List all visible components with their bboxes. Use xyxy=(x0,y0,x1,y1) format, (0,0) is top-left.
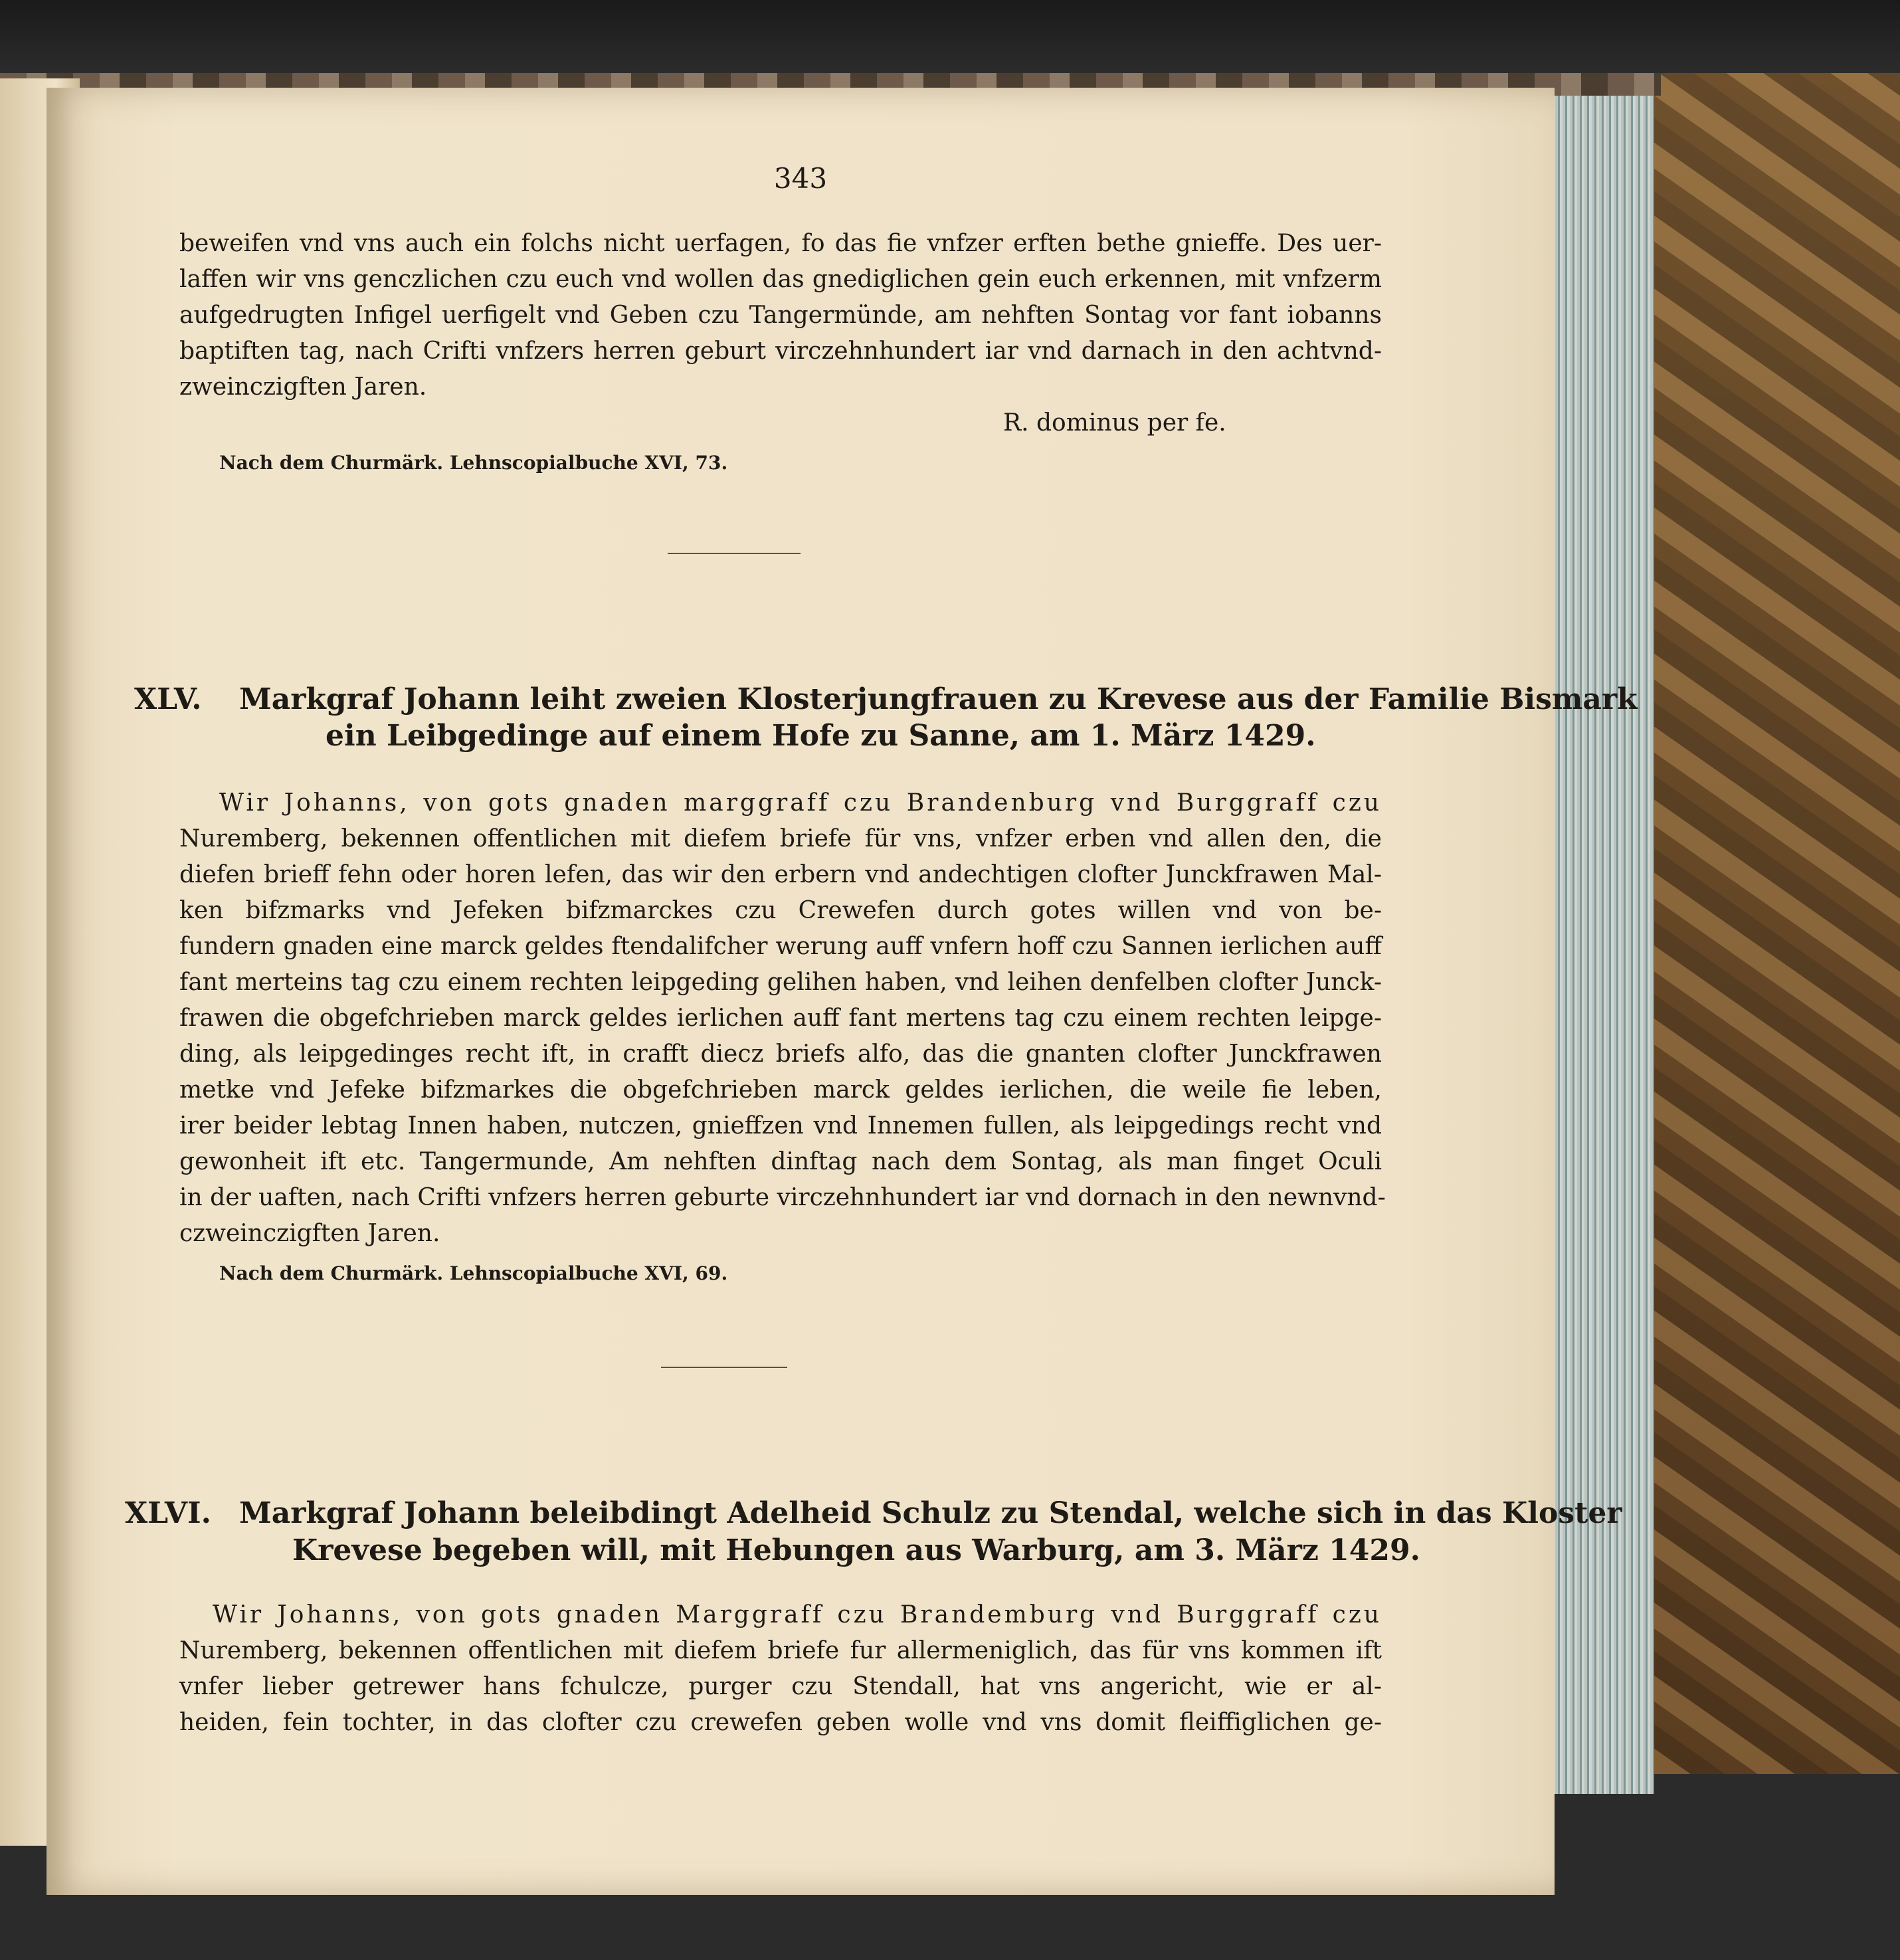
signature: R. dominus per fe. xyxy=(1003,409,1226,437)
text-line: Wir Johanns, von gots gnaden Marggraff czu Brandemburg vnd Burggraff czu xyxy=(213,1601,1382,1628)
text-line: czweinczigften Jaren. xyxy=(179,1220,440,1247)
text-line: laffen wir vns genczlichen czu euch vnd wollen das gnediglichen gein euch erkennen, mit vnfzerm xyxy=(179,266,1382,293)
text-line: aufgedrugten Infigel uerfigelt vnd Geben czu Tangermünde, am nehften Sontag vor fant iobanns xyxy=(179,302,1382,329)
text-line: Nuremberg, bekennen offentlichen mit diefem briefe fur allermeniglich, das für vns kommen ift xyxy=(179,1637,1382,1664)
section-number: XLV. xyxy=(134,682,202,716)
page-edges xyxy=(1548,80,1654,1794)
text-line: in der uaften, nach Crifti vnfzers herren geburte virczehnhundert iar vnd dornach in den newnvnd- xyxy=(179,1184,1386,1211)
text-line: ding, als leipgedinges recht ift, in crafft diecz briefs alfo, das die gnanten clofter Junckfrawen xyxy=(179,1040,1382,1068)
text-line: ken bifzmarks vnd Jefeken bifzmarckes czu Crewefen durch gotes willen vnd von be- xyxy=(179,897,1382,924)
text-line: fant merteins tag czu einem rechten leipgeding gelihen haben, vnd leihen denfelben clofter Junck- xyxy=(179,969,1382,996)
text-line: diefen brieff fehn oder horen lefen, das wir den erbern vnd andechtigen clofter Junckfrawen Mal- xyxy=(179,861,1382,888)
text-line: heiden, fein tochter, in das clofter czu crewefen geben wolle vnd vns domit fleiffiglichen ge- xyxy=(179,1709,1382,1736)
text-line: fundern gnaden eine marck geldes ftendalifcher werung auff vnfern hoff czu Sannen ierlichen auff xyxy=(179,933,1382,960)
text-line: metke vnd Jefeke bifzmarkes die obgefchrieben marck geldes ierlichen, die weile fie leben, xyxy=(179,1076,1382,1104)
text-line: Wir Johanns, von gots gnaden marggraff czu Brandenburg vnd Burggraff czu xyxy=(219,789,1382,817)
text-line: vnfer lieber getrewer hans fchulcze, purger czu Stendall, hat vns angericht, wie er al- xyxy=(179,1673,1382,1700)
source-note: Nach dem Churmärk. Lehnscopialbuche XVI, 73. xyxy=(219,452,728,474)
page-number: 343 xyxy=(773,162,828,195)
text-line: baptiften tag, nach Crifti vnfzers herren geburt virczehnhundert iar vnd darnach in den achtvnd- xyxy=(179,338,1382,365)
text-line: frawen die obgefchrieben marck geldes ierlichen auff fant mertens tag czu einem rechten leipge- xyxy=(179,1005,1382,1032)
divider-rule xyxy=(668,553,801,554)
section-title: Markgraf Johann leiht zweien Klosterjungfrauen zu Krevese aus der Familie Bismark xyxy=(239,682,1638,716)
marbled-cover xyxy=(1621,73,1900,1774)
text-line: beweifen vnd vns auch ein folchs nicht uerfagen, fo das fie vnfzer erften bethe gnieffe. Des uer- xyxy=(179,230,1382,257)
source-note: Nach dem Churmärk. Lehnscopialbuche XVI, 69. xyxy=(219,1262,728,1284)
section-title: Markgraf Johann beleibdingt Adelheid Schulz zu Stendal, welche sich in das Kloster xyxy=(239,1496,1622,1530)
section-title: ein Leibgedinge auf einem Hofe zu Sanne, am 1. März 1429. xyxy=(326,719,1316,753)
book-page xyxy=(47,88,1638,1895)
text-line: Nuremberg, bekennen offentlichen mit diefem briefe für vns, vnfzer erben vnd allen den, die xyxy=(179,825,1382,852)
section-title: Krevese begeben will, mit Hebungen aus Warburg, am 3. März 1429. xyxy=(292,1533,1420,1567)
divider-rule xyxy=(661,1367,787,1368)
text-line: irer beider lebtag Innen haben, nutczen, gnieffzen vnd Innemen fullen, als leipgedings recht vnd xyxy=(179,1112,1382,1139)
text-line: zweinczigften Jaren. xyxy=(179,373,427,401)
section-number: XLVI. xyxy=(125,1496,211,1530)
text-line: gewonheit ift etc. Tangermunde, Am nehften dinftag nach dem Sontag, als man finget Oculi xyxy=(179,1148,1382,1175)
